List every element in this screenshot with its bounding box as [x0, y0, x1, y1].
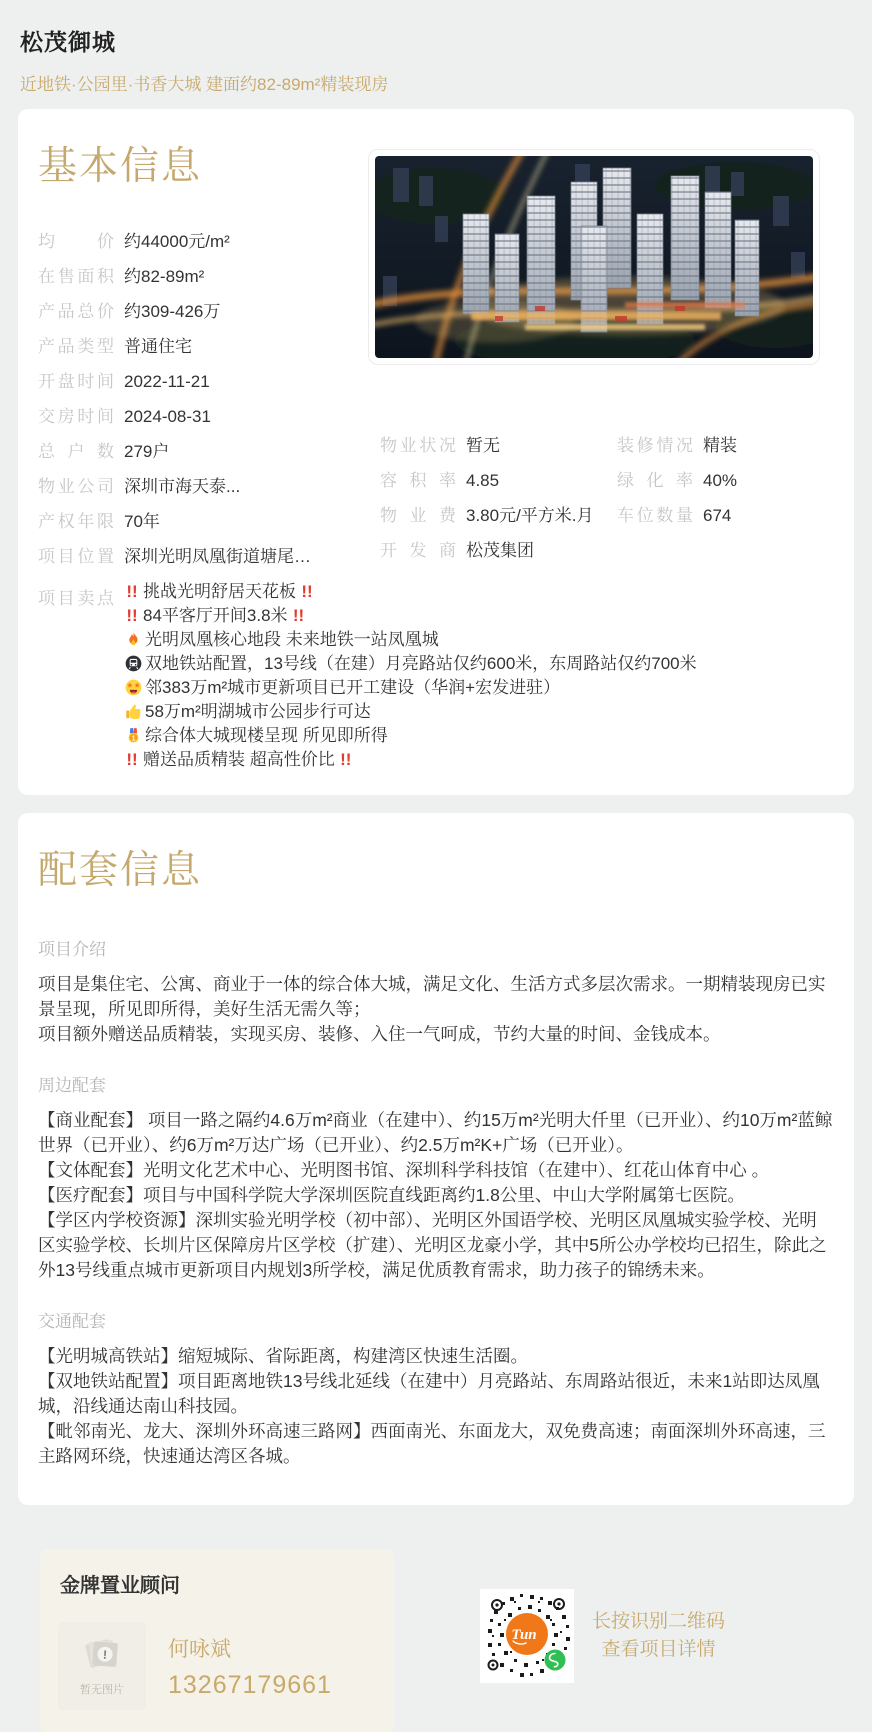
field-area-on-sale: 在售面积 约82-89m²	[38, 267, 205, 286]
no-image-icon	[80, 1635, 124, 1675]
fire-icon	[124, 630, 143, 649]
intro-paragraph: 项目是集住宅、公寓、商业于一体的综合体大城，满足文化、生活方式多层次需求。一期精装现房已实景呈现，所见即所得，美好生活无需久等；	[38, 974, 826, 1019]
field-plot-ratio: 容积率 4.85	[380, 471, 500, 490]
field-location: 项目位置 深圳光明凤凰街道塘尾…	[38, 547, 311, 566]
aerial-night-render	[375, 156, 813, 358]
around-paragraph-medical: 【医疗配套】项目与中国科学院大学深圳医院直线距离约1.8公里、中山大学附属第七医院。	[38, 1185, 745, 1205]
qr-tip-line1: 长按识别二维码	[592, 1611, 726, 1632]
facilities-heading: 配套信息	[38, 849, 203, 892]
around-subheading: 周边配套	[38, 1076, 106, 1095]
field-total-price: 产品总价 约309-426万	[38, 302, 221, 321]
field-property-status: 物业状况 暂无	[380, 436, 500, 455]
around-paragraph-business: 【商业配套】 项目一路之隔约4.6万m²商业（在建中）、约15万m²光明大仟里（已开业）、约10万m²蓝鲸世界（已开业）、约6万m²万达广场（已开业）、约2.5万m²K+广场（已开业）。	[38, 1110, 833, 1155]
traffic-paragraph-metro: 【双地铁站配置】项目距离地铁13号线北延线（在建中）月亮路站、东周路站很近，未来1站即达凤凰城，沿线通达南山科技园。	[38, 1371, 820, 1416]
field-property-company: 物业公司 深圳市海天泰...	[38, 477, 241, 496]
basic-fields-left	[38, 231, 386, 568]
thumbs-up-icon	[124, 702, 143, 721]
selling-point: !! 挑战光明舒居天花板 !!	[124, 581, 697, 602]
field-developer: 开发商 松茂集团	[380, 541, 534, 560]
selling-point: 1 综合体大城现楼呈现 所见即所得	[124, 725, 697, 746]
qr-tip	[592, 1608, 725, 1664]
double-exclamation-icon	[124, 582, 140, 601]
consultant-phone[interactable]: 13267179661	[168, 1670, 332, 1699]
page-title: 松茂御城	[20, 29, 116, 55]
field-property-fee: 物业费 3.80元/平方米.月	[380, 506, 594, 525]
field-delivery-date: 交房时间 2024-08-31	[38, 407, 211, 426]
field-tenure: 产权年限 70年	[38, 512, 160, 531]
field-parking: 车位数量 674	[617, 506, 732, 525]
consultant-section	[40, 1549, 854, 1732]
page-header	[18, 0, 854, 109]
selling-points	[38, 581, 834, 773]
consultant-photo-placeholder	[58, 1622, 146, 1710]
svg-text:!: !	[102, 1647, 108, 1662]
around-paragraph-culture-sports: 【文体配套】光明文化艺术中心、光明图书馆、深圳科学科技馆（在建中）、红花山体育中心 。	[38, 1160, 770, 1180]
qr-code[interactable]	[480, 1589, 574, 1683]
metro-icon	[124, 654, 143, 673]
selling-point: 邻383万m²城市更新项目已开工建设（华润+宏发进驻）	[124, 677, 697, 698]
selling-points-label: 项目卖点	[38, 589, 114, 608]
consultant-heading: 金牌置业顾问	[60, 1575, 180, 1597]
double-exclamation-icon	[124, 606, 140, 625]
double-exclamation-icon	[299, 582, 315, 601]
double-exclamation-icon	[291, 606, 307, 625]
traffic-paragraphs	[38, 1344, 834, 1483]
basic-info-heading: 基本信息	[38, 145, 203, 188]
no-image-label: 暂无图片	[80, 1684, 124, 1696]
intro-subheading: 项目介绍	[38, 940, 106, 959]
field-open-date: 开盘时间 2022-11-21	[38, 372, 210, 391]
project-aerial-photo[interactable]	[368, 149, 820, 365]
field-avg-price: 均价 约44000元/m²	[38, 232, 230, 251]
traffic-paragraph-highway: 【毗邻南光、龙大、深圳外环高速三路网】西面南光、东面龙大，双免费高速；南面深圳外环高速，三主路网环绕，快速通达湾区各城。	[38, 1421, 826, 1466]
basic-info-card	[18, 109, 854, 795]
field-product-type: 产品类型 普通住宅	[38, 337, 192, 356]
selling-point: !! 赠送品质精装 超高性价比 !!	[124, 749, 697, 770]
traffic-subheading: 交通配套	[38, 1312, 106, 1331]
double-exclamation-icon	[124, 750, 140, 769]
qr-area	[480, 1589, 725, 1683]
selling-points-list	[124, 581, 697, 773]
svg-text:Tun: Tun	[511, 1627, 537, 1643]
field-decoration: 装修情况 精装	[617, 436, 737, 455]
double-exclamation-icon	[338, 750, 354, 769]
selling-point: 光明凤凰核心地段 未来地铁一站凤凰城	[124, 629, 697, 650]
around-paragraphs	[38, 1108, 834, 1283]
selling-point: 58万m²明湖城市公园步行可达	[124, 701, 697, 722]
field-total-households: 总户数 279户	[38, 442, 170, 461]
traffic-paragraph-hsr: 【光明城高铁站】缩短城际、省际距离，构建湾区快速生活圈。	[38, 1346, 528, 1366]
svg-text:1: 1	[131, 735, 136, 743]
selling-point: !! 84平客厅开间3.8米 !!	[124, 605, 697, 626]
basic-fields-right	[380, 435, 840, 575]
page-subtitle: 近地铁·公园里·书香大城 建面约82-89m²精装现房	[20, 75, 389, 94]
field-green-ratio: 绿化率 40%	[617, 471, 738, 490]
star-struck-icon	[124, 678, 143, 697]
around-paragraph-schools: 【学区内学校资源】深圳实验光明学校（初中部）、光明区外国语学校、光明区凤凰城实验学校、光明区实验学校、长圳片区保障房片区学校（扩建）、光明区龙豪小学，其中5所公办学校均已招生，除此之外13号线重点城市更新项目内规划3所学校，满足优质教育需求，助力孩子的锦绣未来。	[38, 1210, 827, 1280]
facilities-card	[18, 813, 854, 1505]
intro-paragraph: 项目额外赠送品质精装，实现买房、装修、入住一气呵成，节约大量的时间、金钱成本。	[38, 1024, 721, 1044]
medal-icon	[124, 726, 143, 745]
consultant-card	[40, 1549, 394, 1732]
qr-tip-line2: 查看项目详情	[601, 1639, 716, 1660]
consultant-name: 何咏斌	[168, 1637, 231, 1661]
selling-point: 双地铁站配置，13号线（在建）月亮路站仅约600米，东周路站仅约700米	[124, 653, 697, 674]
intro-paragraphs	[38, 972, 834, 1047]
